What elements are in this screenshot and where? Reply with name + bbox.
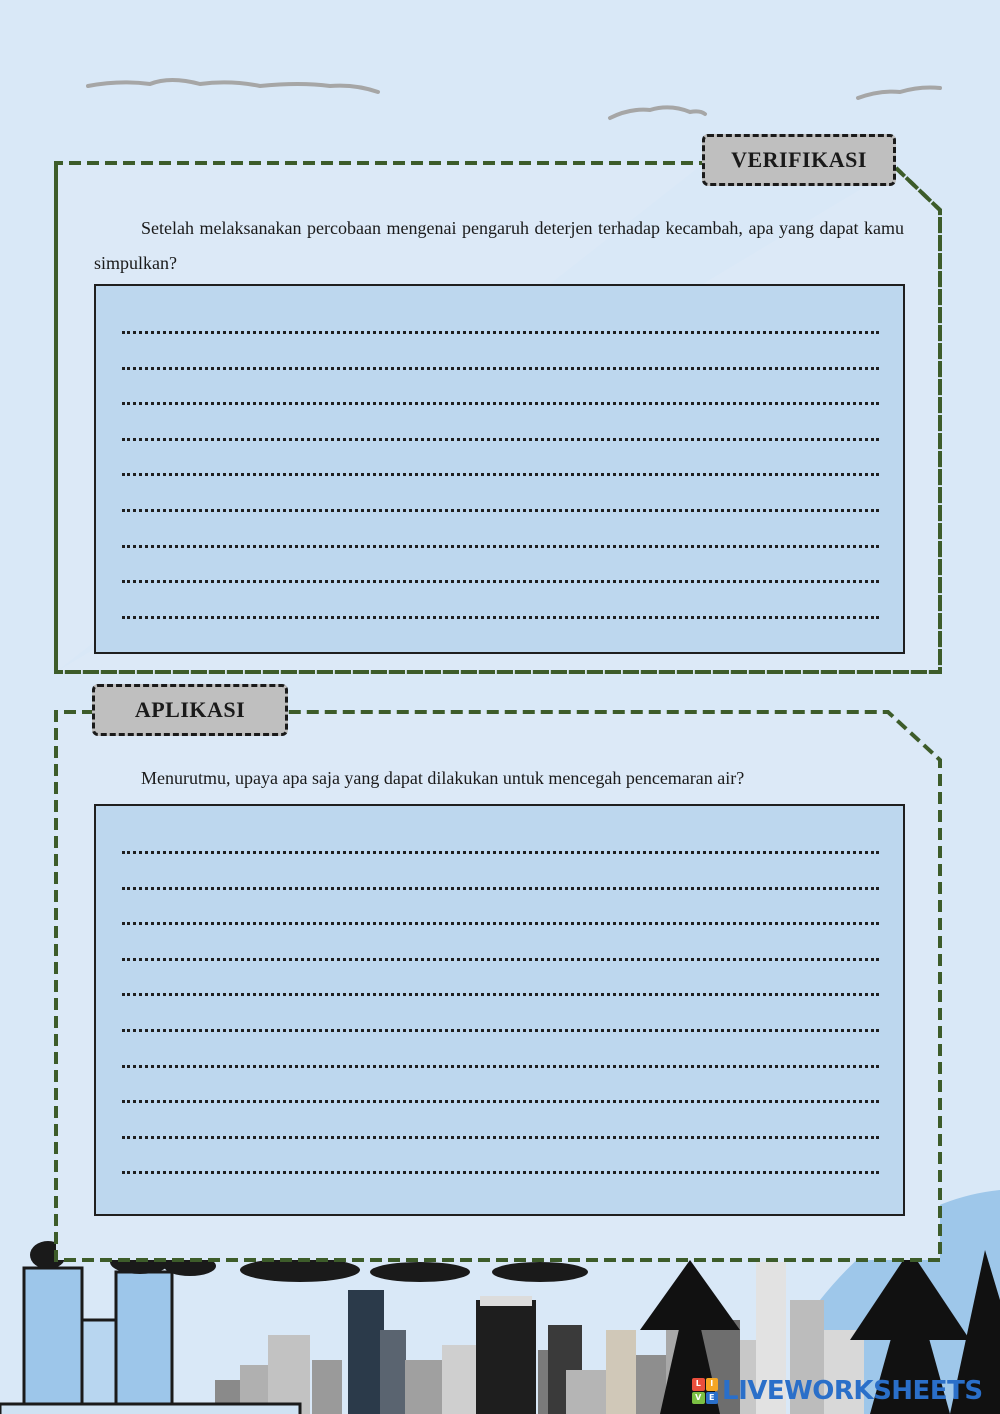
verifikasi-label: VERIFIKASI: [731, 147, 867, 172]
answer-line[interactable]: [122, 438, 879, 441]
answer-line[interactable]: [122, 958, 879, 961]
answer-line[interactable]: [122, 402, 879, 405]
factory-chimney-icon: [24, 1268, 172, 1414]
answer-line[interactable]: [122, 922, 879, 925]
answer-line[interactable]: [122, 1029, 879, 1032]
answer-line[interactable]: [122, 616, 879, 619]
answer-line[interactable]: [122, 331, 879, 334]
aplikasi-answer-box[interactable]: [94, 804, 905, 1216]
answer-line[interactable]: [122, 509, 879, 512]
liveworksheets-logo: [692, 1374, 983, 1408]
aplikasi-prompt: Menurutmu, upaya apa saja yang dapat dilakukan untuk mencegah pencemaran air?: [141, 768, 745, 788]
verifikasi-answer-box[interactable]: [94, 284, 905, 654]
verifikasi-tag: [702, 134, 896, 186]
verifikasi-prompt: Setelah melaksanakan percobaan mengenai pengaruh deterjen terhadap kecambah, apa yang dapat kamu simpulkan?: [94, 218, 904, 273]
answer-line[interactable]: [122, 851, 879, 854]
answer-line[interactable]: [122, 473, 879, 476]
logo-letter: L: [692, 1378, 705, 1391]
logo-letter: I: [706, 1378, 719, 1391]
brand-name: LIVEWORKSHEETS: [722, 1376, 983, 1406]
answer-line[interactable]: [122, 1171, 879, 1174]
answer-line[interactable]: [122, 887, 879, 890]
brand-logo-icon: [692, 1378, 718, 1404]
answer-line[interactable]: [122, 367, 879, 370]
answer-line[interactable]: [122, 1136, 879, 1139]
aplikasi-label: APLIKASI: [134, 697, 246, 722]
answer-line[interactable]: [122, 545, 879, 548]
logo-letter: V: [692, 1392, 705, 1405]
answer-line[interactable]: [122, 993, 879, 996]
logo-letter: E: [706, 1392, 719, 1405]
aplikasi-tag: [92, 684, 288, 736]
answer-line[interactable]: [122, 580, 879, 583]
answer-line[interactable]: [122, 1100, 879, 1103]
cloud-icon: [88, 80, 940, 118]
answer-line[interactable]: [122, 1065, 879, 1068]
